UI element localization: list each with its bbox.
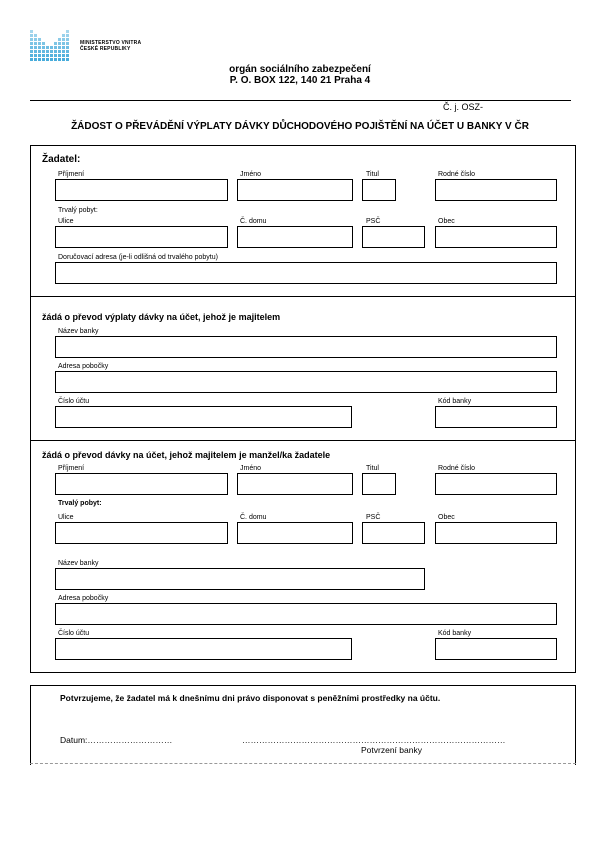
bank-code-field[interactable] xyxy=(435,406,557,428)
spouse-birth-number-label: Rodné číslo xyxy=(438,465,475,472)
spouse-name-field[interactable] xyxy=(237,473,353,495)
logo-dot xyxy=(38,50,41,53)
logo-dot xyxy=(54,58,57,61)
logo-dot xyxy=(54,42,57,45)
spouse-surname-label: Příjmení xyxy=(58,465,85,472)
logo-dot xyxy=(30,50,33,53)
logo-dot xyxy=(34,58,37,61)
logo-dot xyxy=(30,42,33,45)
delivery-address-field[interactable] xyxy=(55,262,557,284)
bank-name-label: Název banky xyxy=(58,328,99,335)
logo-dot xyxy=(62,42,65,45)
spouse-name-label: Jméno xyxy=(240,465,262,472)
bank-signature-line[interactable]: ………………………………………………………………………………… xyxy=(242,735,506,745)
logo-dot xyxy=(62,34,65,37)
logo-dot xyxy=(58,58,61,61)
logo-dot xyxy=(38,54,41,57)
logo-dot xyxy=(66,38,69,41)
logo-dot xyxy=(30,34,33,37)
own-account-heading: žádá o převod výplaty dávky na účet, jehož je majitelem xyxy=(42,312,281,322)
spouse-account-heading: žádá o převod dávky na účet, jehož majitelem je manžel/ka žadatele xyxy=(42,450,331,460)
logo-dot xyxy=(58,42,61,45)
logo-dot xyxy=(46,46,49,49)
delivery-address-label: Doručovací adresa (je-li odlišná od trvalého pobytu) xyxy=(58,254,218,261)
account-number-field[interactable] xyxy=(55,406,352,428)
surname-field[interactable] xyxy=(55,179,228,201)
spouse-title-label: Titul xyxy=(366,465,379,472)
form-title: ŽÁDOST O PŘEVÁDĚNÍ VÝPLATY DÁVKY DŮCHODOVÉHO POJIŠTĚNÍ NA ÚČET U BANKY V ČR xyxy=(71,121,529,132)
logo-dot xyxy=(38,46,41,49)
spouse-title-field[interactable] xyxy=(362,473,396,495)
name-field[interactable] xyxy=(237,179,353,201)
bank-code-label: Kód banky xyxy=(438,398,472,405)
logo-dot xyxy=(58,38,61,41)
birth-number-label: Rodné číslo xyxy=(438,171,475,178)
house-number-field[interactable] xyxy=(237,226,353,248)
ministry-name-line1: MINISTERSTVO VNITRA xyxy=(80,40,142,46)
applicant-heading: Žadatel: xyxy=(42,154,81,165)
spouse-house-number-label: Č. domu xyxy=(240,514,267,521)
organ-name: orgán sociálního zabezpečení xyxy=(229,64,371,75)
logo-dot xyxy=(58,46,61,49)
logo-dot xyxy=(50,54,53,57)
logo-dot xyxy=(66,42,69,45)
logo-dot xyxy=(46,50,49,53)
logo-dot xyxy=(34,42,37,45)
spouse-residence-label: Trvalý pobyt: xyxy=(58,500,102,507)
header-divider xyxy=(30,100,571,101)
spouse-bank-name-field[interactable] xyxy=(55,568,425,590)
logo-dot xyxy=(50,50,53,53)
residence-label: Trvalý pobyt: xyxy=(58,207,98,214)
spouse-bank-name-label: Název banky xyxy=(58,560,99,567)
bank-name-field[interactable] xyxy=(55,336,557,358)
branch-address-label: Adresa pobočky xyxy=(58,363,109,370)
logo-dot xyxy=(34,50,37,53)
logo-dot xyxy=(30,58,33,61)
logo-dot xyxy=(46,58,49,61)
logo-dot xyxy=(42,42,45,45)
surname-label: Příjmení xyxy=(58,171,85,178)
spouse-branch-address-label: Adresa pobočky xyxy=(58,595,109,602)
street-field[interactable] xyxy=(55,226,228,248)
spouse-municipality-field[interactable] xyxy=(435,522,557,544)
street-label: Ulice xyxy=(58,218,74,225)
confirmation-bottom-dashes xyxy=(30,763,576,764)
logo-dot xyxy=(62,58,65,61)
logo-dot xyxy=(34,54,37,57)
spouse-municipality-label: Obec xyxy=(438,514,455,521)
logo-dot xyxy=(38,58,41,61)
logo-dot xyxy=(30,54,33,57)
date-field[interactable]: Datum:………………………… xyxy=(60,735,173,745)
logo-dot xyxy=(38,38,41,41)
spouse-street-label: Ulice xyxy=(58,514,74,521)
name-label: Jméno xyxy=(240,171,262,178)
spouse-birth-number-field[interactable] xyxy=(435,473,557,495)
logo-dot xyxy=(42,50,45,53)
spouse-bank-code-field[interactable] xyxy=(435,638,557,660)
logo-dot xyxy=(66,34,69,37)
logo-dot xyxy=(66,58,69,61)
logo-dot xyxy=(54,54,57,57)
title-field[interactable] xyxy=(362,179,396,201)
logo-dot xyxy=(30,30,33,33)
logo-dot xyxy=(42,46,45,49)
municipality-field[interactable] xyxy=(435,226,557,248)
title-label: Titul xyxy=(366,171,379,178)
bank-confirmation-label: Potvrzení banky xyxy=(361,745,422,755)
logo-dot xyxy=(66,54,69,57)
logo-dot xyxy=(50,46,53,49)
logo-dot xyxy=(30,38,33,41)
spouse-branch-address-field[interactable] xyxy=(55,603,557,625)
logo-dot xyxy=(62,54,65,57)
zip-field[interactable] xyxy=(362,226,425,248)
reference-number: Č. j. OSZ- xyxy=(443,102,483,112)
spouse-zip-field[interactable] xyxy=(362,522,425,544)
logo-dot xyxy=(62,46,65,49)
logo-dot xyxy=(34,38,37,41)
organ-address: P. O. BOX 122, 140 21 Praha 4 xyxy=(229,75,371,86)
spouse-zip-label: PSČ xyxy=(366,514,381,521)
logo-dot xyxy=(54,46,57,49)
logo-dot xyxy=(42,54,45,57)
logo-dot xyxy=(66,30,69,33)
logo-dot xyxy=(58,54,61,57)
logo-dot xyxy=(34,34,37,37)
logo-dot xyxy=(58,50,61,53)
logo-dot xyxy=(62,38,65,41)
logo-dot xyxy=(42,58,45,61)
spouse-street-field[interactable] xyxy=(55,522,228,544)
account-number-label: Číslo účtu xyxy=(58,398,90,405)
logo-dot xyxy=(46,54,49,57)
spouse-surname-field[interactable] xyxy=(55,473,228,495)
house-number-label: Č. domu xyxy=(240,218,267,225)
municipality-label: Obec xyxy=(438,218,455,225)
logo-dot xyxy=(38,42,41,45)
logo-dot xyxy=(66,50,69,53)
spouse-bank-code-label: Kód banky xyxy=(438,630,472,637)
spouse-account-number-label: Číslo účtu xyxy=(58,630,90,637)
logo-dot xyxy=(50,58,53,61)
logo-dot xyxy=(62,50,65,53)
branch-address-field[interactable] xyxy=(55,371,557,393)
logo-grid-icon xyxy=(30,30,69,61)
spouse-account-number-field[interactable] xyxy=(55,638,352,660)
logo-dot xyxy=(66,46,69,49)
confirmation-text: Potvrzujeme, že žadatel má k dnešnímu dni právo disponovat s peněžními prostředky na účtu. xyxy=(60,693,441,703)
birth-number-field[interactable] xyxy=(435,179,557,201)
logo-dot xyxy=(34,46,37,49)
ministry-name-line2: ČESKÉ REPUBLIKY xyxy=(80,46,131,52)
spouse-house-number-field[interactable] xyxy=(237,522,353,544)
zip-label: PSČ xyxy=(366,218,381,225)
logo-dot xyxy=(54,50,57,53)
logo-dot xyxy=(30,46,33,49)
